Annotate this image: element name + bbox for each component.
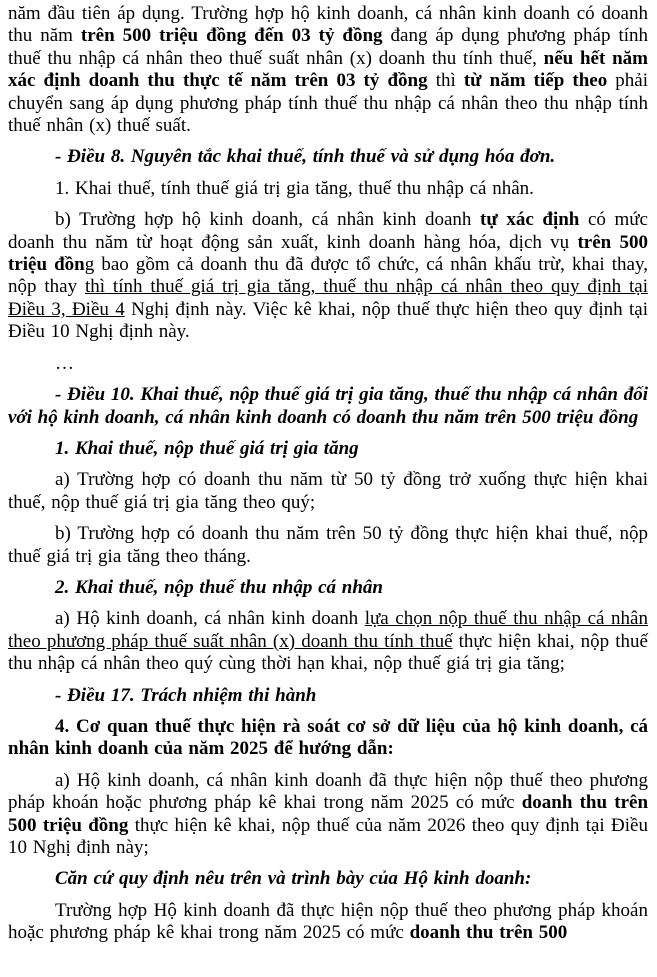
para-dieu17-khoan-4 [8,716,648,761]
text-run: a) Trường hợp có doanh thu năm từ 50 tỷ đồng trở xuống thực hiện khai thuế, nộp thuế giá trị gia tăng theo quý; [8,469,648,513]
text-run: b) Trường hợp hộ kinh doanh, cá nhân kinh doanh [55,209,481,231]
heading-dieu10-muc-1 [8,438,648,460]
para-dieu10-1b [8,523,648,568]
para-dieu10-2a [8,608,648,675]
text-run: lựa chọn nộp thuế thu nhập cá nhân theo phương pháp thuế suất nhân (x) doanh thu tính thuế [8,608,648,652]
text-run: năm đầu tiên áp dụng. Trường hợp hộ kinh doanh, cá nhân kinh doanh có doanh thu năm [8,3,648,47]
text-run: Trường hợp Hộ kinh doanh đã thực hiện nộp thuế theo phương pháp khoán hoặc phương pháp kê khai trong năm 2025 có mức [8,899,648,944]
text-run: đang áp dụng phương pháp tính thuế thu nhập cá nhân theo thuế suất nhân (x) doanh thu tính thuế, [8,25,648,69]
text-run: a) Hộ kinh doanh, cá nhân kinh doanh đã thực hiện nộp thuế theo phương pháp khoán hoặc phương pháp kê khai trong năm 2025 có mức [8,769,648,814]
text-run: thì tính thuế giá trị gia tăng, thuế thu nhập cá nhân theo quy định tại Điều 3, Điều 4 [8,276,648,320]
para-ellipsis [8,353,648,375]
text-run: 1. Khai thuế, nộp thuế giá trị gia tăng [55,437,359,459]
text-run: g bao gồm cả doanh thu đã được tổ chức, cá nhân khấu trừ, khai thay, nộp thay [8,254,648,298]
text-run: - Điều 8. Nguyên tắc khai thuế, tính thuế và sử dụng hóa đơn. [55,146,556,168]
text-run: - Điều 17. Trách nhiệm thi hành [55,684,317,706]
text-run: a) Hộ kinh doanh, cá nhân kinh doanh [55,608,365,630]
para-continuation-phuong-phap-tinh-thue [8,3,648,137]
para-dieu8-diem-b [8,209,648,343]
text-run: thì [427,70,464,92]
text-run: từ năm tiếp theo [463,70,608,92]
heading-can-cu-quy-dinh [8,868,648,890]
para-ket-luan-truncated [8,900,648,945]
para-dieu17-4a [8,770,648,860]
text-run: doanh thu trên 500 triệu đồng [8,792,649,836]
para-dieu10-1a [8,469,648,514]
heading-dieu10-muc-2 [8,577,648,599]
text-run: 4. Cơ quan thuế thực hiện rà soát cơ sở dữ liệu của hộ kinh doanh, cá nhân kinh doanh của năm 2025 để hướng dẫn: [8,715,648,760]
text-run: trên 500 triệu đồng đến 03 tỷ đồng [80,25,383,47]
text-run: 1. Khai thuế, tính thuế giá trị gia tăng, thuế thu nhập cá nhân. [55,177,534,199]
text-run: Nghị định này. Việc kê khai, nộp thuế thực hiện theo quy định tại Điều 10 Nghị định này. [8,298,648,343]
text-run: Căn cứ quy định nêu trên và trình bày của Hộ kinh doanh: [55,868,532,890]
text-run: b) Trường hợp có doanh thu năm trên 50 tỷ đồng thực hiện khai thuế, nộp thuế giá trị gia tăng theo tháng. [8,523,648,567]
text-run: nếu hết năm xác định doanh thu thực tế năm trên 03 tỷ đồng [8,47,648,92]
text-run: thực hiện khai, nộp thuế thu nhập cá nhân theo quý cùng thời hạn khai, nộp thuế giá trị gia tăng; [8,630,648,675]
text-run: … [55,352,74,374]
text-run: tự xác định [480,209,580,231]
text-run: - Điều 10. Khai thuế, nộp thuế giá trị gia tăng, thuế thu nhập cá nhân đối với hộ kinh doanh, cá nhân kinh doanh có doanh thu năm trên 500 triệu đồng [8,384,649,428]
text-run: có mức doanh thu năm từ hoạt động sản xuất, kinh doanh hàng hóa, dịch vụ [8,209,648,253]
heading-dieu-10 [8,384,648,429]
text-run: thực hiện kê khai, nộp thuế của năm 2026 theo quy định tại Điều 10 Nghị định này; [8,814,648,858]
heading-dieu-17 [8,685,648,707]
text-run: phải chuyển sang áp dụng phương pháp tính thuế thu nhập cá nhân theo thu nhập tính thuế nhân (x) thuế suất. [8,70,649,137]
para-dieu8-khoan-1 [8,178,648,200]
heading-dieu-8 [8,146,648,168]
text-run: trên 500 triệu đồn [8,231,648,276]
text-run: 2. Khai thuế, nộp thuế thu nhập cá nhân [55,576,383,598]
text-run: doanh thu trên 500 [409,922,568,944]
